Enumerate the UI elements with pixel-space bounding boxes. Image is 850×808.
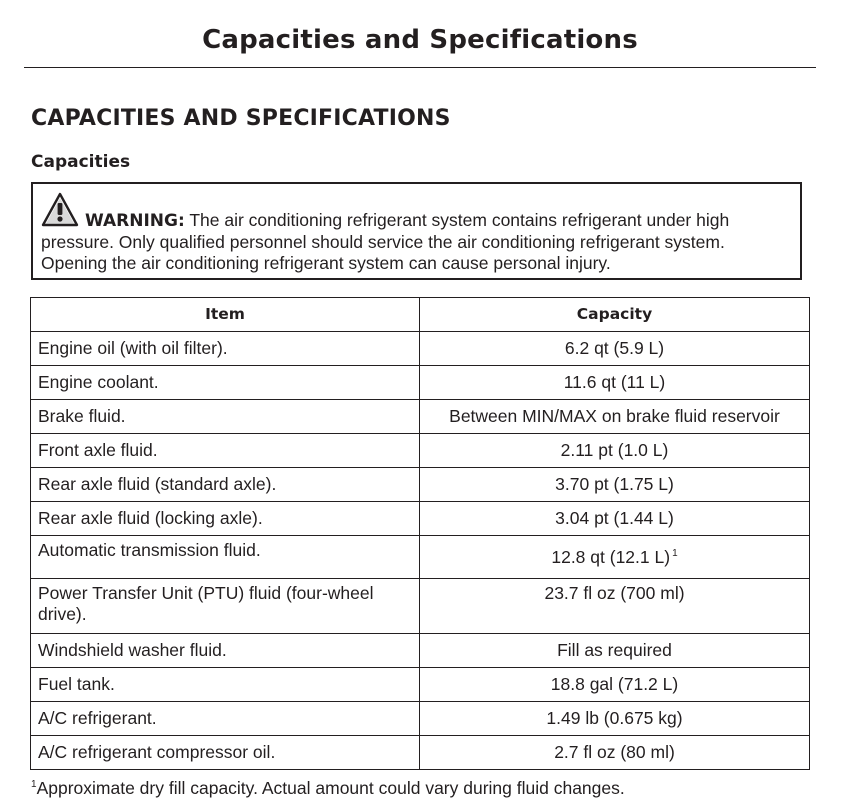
capacity-cell: Between MIN/MAX on brake fluid reservoir	[420, 400, 810, 434]
table-row	[31, 502, 810, 536]
capacity-cell: Fill as required	[420, 634, 810, 668]
warning-text	[41, 210, 793, 274]
capacity-cell: 11.6 qt (11 L)	[420, 366, 810, 400]
capacity-cell: 3.70 pt (1.75 L)	[420, 468, 810, 502]
capacity-cell: 6.2 qt (5.9 L)	[420, 332, 810, 366]
warning-box	[31, 182, 802, 280]
item-cell: Automatic transmission fluid.	[31, 536, 420, 579]
table-row	[31, 736, 810, 770]
item-cell: Front axle fluid.	[31, 434, 420, 468]
item-cell: Rear axle fluid (locking axle).	[31, 502, 420, 536]
column-header-item: Item	[31, 298, 420, 332]
table-row	[31, 668, 810, 702]
table-row	[31, 400, 810, 434]
table-row	[31, 634, 810, 668]
capacities-table	[30, 297, 810, 770]
warning-label: WARNING:	[85, 211, 185, 231]
item-cell: Fuel tank.	[31, 668, 420, 702]
capacity-cell: 1.49 lb (0.675 kg)	[420, 702, 810, 736]
title-divider	[24, 67, 816, 68]
item-cell: Power Transfer Unit (PTU) fluid (four-wheel drive).	[31, 579, 420, 634]
item-cell: A/C refrigerant compressor oil.	[31, 736, 420, 770]
capacity-cell: 3.04 pt (1.44 L)	[420, 502, 810, 536]
capacity-cell: 2.11 pt (1.0 L)	[420, 434, 810, 468]
footnote-reference: 1	[672, 547, 678, 559]
column-header-capacity: Capacity	[420, 298, 810, 332]
subsection-heading: Capacities	[31, 152, 131, 172]
footnote-text: Approximate dry fill capacity. Actual amount could vary during fluid changes.	[36, 778, 625, 798]
item-cell: Brake fluid.	[31, 400, 420, 434]
capacity-cell: 23.7 fl oz (700 ml)	[420, 579, 810, 634]
item-cell: A/C refrigerant.	[31, 702, 420, 736]
item-cell: Engine oil (with oil filter).	[31, 332, 420, 366]
table-row	[31, 332, 810, 366]
table-header-row	[31, 298, 810, 332]
section-heading: CAPACITIES AND SPECIFICATIONS	[31, 106, 451, 131]
table-row	[31, 579, 810, 634]
table-row	[31, 536, 810, 579]
table-row	[31, 702, 810, 736]
item-cell: Rear axle fluid (standard axle).	[31, 468, 420, 502]
capacity-cell: 2.7 fl oz (80 ml)	[420, 736, 810, 770]
footnote-marker: 1	[31, 779, 37, 791]
page-title: Capacities and Specifications	[202, 25, 638, 55]
capacity-cell: 18.8 gal (71.2 L)	[420, 668, 810, 702]
table-row	[31, 366, 810, 400]
item-cell: Windshield washer fluid.	[31, 634, 420, 668]
capacity-value: 12.8 qt (12.1 L)	[551, 546, 671, 567]
table-row	[31, 468, 810, 502]
capacity-cell	[420, 536, 810, 579]
table-row	[31, 434, 810, 468]
item-cell: Engine coolant.	[31, 366, 420, 400]
footnote	[31, 776, 625, 800]
warning-message: The air conditioning refrigerant system contains refrigerant under high pressure. Only qualified personnel should service the air conditioning refrigerant system. Opening the air conditioning refrigerant system can cause personal injury.	[41, 210, 730, 273]
